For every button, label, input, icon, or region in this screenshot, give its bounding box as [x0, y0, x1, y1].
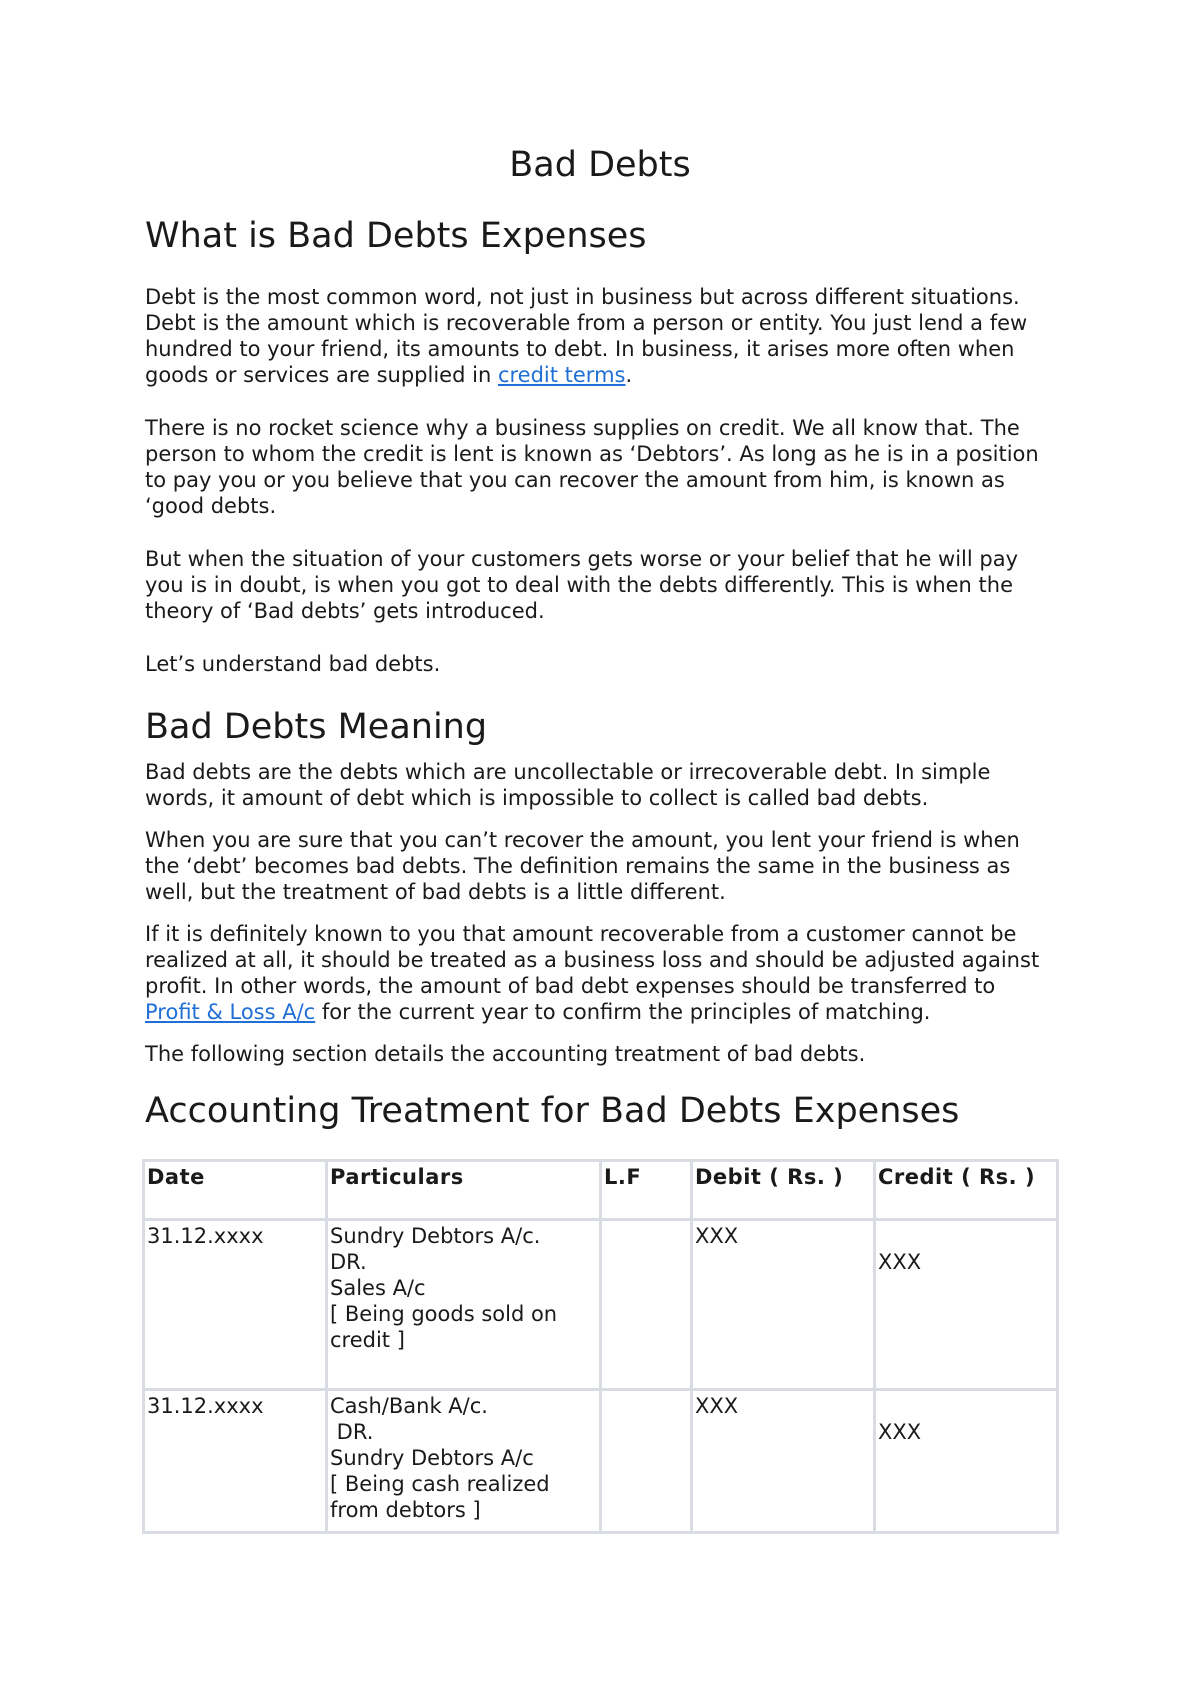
profit-loss-link[interactable]: Profit & Loss A/c [145, 1000, 316, 1024]
table-header-row [144, 1161, 1058, 1220]
header-credit: Credit ( Rs. ) [875, 1161, 1058, 1220]
journal-entries-table [142, 1159, 1059, 1534]
paragraph-meaning-definition: Bad debts are the debts which are uncollectable or irrecoverable debt. In simple words, it amount of debt which is impossible to collect is called bad debts. [145, 760, 991, 810]
paragraph-end: for the current year to confirm the principles of matching. [315, 1000, 931, 1024]
cell-debit: XXX [692, 1390, 875, 1533]
paragraph-business-loss [145, 921, 1055, 1025]
paragraph-meaning-example: When you are sure that you can’t recover the amount, you lent your friend is when the ‘debt’ becomes bad debts. The definition remains the same in the business as well, but the treatment of bad debts is a little different. [145, 828, 1020, 904]
dr-marker: DR. [330, 1250, 367, 1274]
credit-account: Sales A/c [330, 1276, 426, 1300]
document-title: Bad Debts [509, 145, 691, 185]
cell-date: 31.12.xxxx [144, 1390, 327, 1533]
table-row [144, 1220, 1058, 1390]
credit-account: Sundry Debtors A/c [330, 1446, 534, 1470]
dr-marker: DR. [330, 1420, 374, 1444]
paragraph-credit-debtors: There is no rocket science why a business supplies on credit. We all know that. The person to whom the credit is lent is known as ‘Debtors’. As long as he is in a position to pay you or you believe that you can recover the amount from him, is known as ‘good debts. [145, 416, 1039, 518]
cell-particulars [327, 1220, 601, 1390]
debit-account: Cash/Bank A/c. [330, 1394, 488, 1418]
cell-lf [601, 1390, 692, 1533]
paragraph-end: . [625, 363, 633, 387]
cell-lf [601, 1220, 692, 1390]
credit-amount: XXX [878, 1420, 922, 1444]
credit-terms-link[interactable]: credit terms [497, 363, 626, 387]
paragraph-text: Debt is the most common word, not just in business but across different situations. Debt is the amount which is recoverable from a person or entity. You just lend a few hundred to your friend, its amounts to debt. In business, it arises more often when goods or services are supplied in [145, 285, 1028, 387]
document-body [145, 210, 1055, 1534]
heading-what-is-bad-debts: What is Bad Debts Expenses [145, 216, 647, 256]
paragraph-following-section: The following section details the accounting treatment of bad debts. [145, 1042, 866, 1066]
table-row [144, 1390, 1058, 1533]
credit-amount: XXX [878, 1250, 922, 1274]
paragraph-lets-understand: Let’s understand bad debts. [145, 652, 441, 676]
narration: [ Being cash realized from debtors ] [330, 1472, 550, 1522]
cell-debit: XXX [692, 1220, 875, 1390]
cell-credit [875, 1220, 1058, 1390]
heading-bad-debts-meaning: Bad Debts Meaning [145, 707, 488, 747]
debit-account: Sundry Debtors A/c. [330, 1224, 541, 1248]
paragraph-text: If it is definitely known to you that amount recoverable from a customer cannot be realized at all, it should be treated as a business loss and should be adjusted against profit. In other words, the amount of bad debt expenses should be transferred to [145, 922, 1040, 998]
narration: [ Being goods sold on credit ] [330, 1302, 558, 1352]
paragraph-bad-debts-intro: But when the situation of your customers gets worse or your belief that he will pay you is in doubt, is when you got to deal with the debts differently. This is when the theory of ‘Bad debts’ gets introduced. [145, 547, 1019, 623]
header-date: Date [144, 1161, 327, 1220]
cell-credit [875, 1390, 1058, 1533]
header-debit: Debit ( Rs. ) [692, 1161, 875, 1220]
header-lf: L.F [601, 1161, 692, 1220]
heading-accounting-treatment: Accounting Treatment for Bad Debts Expenses [145, 1091, 960, 1131]
cell-date: 31.12.xxxx [144, 1220, 327, 1390]
cell-particulars [327, 1390, 601, 1533]
paragraph-debt-definition [145, 284, 1055, 388]
header-particulars: Particulars [327, 1161, 601, 1220]
